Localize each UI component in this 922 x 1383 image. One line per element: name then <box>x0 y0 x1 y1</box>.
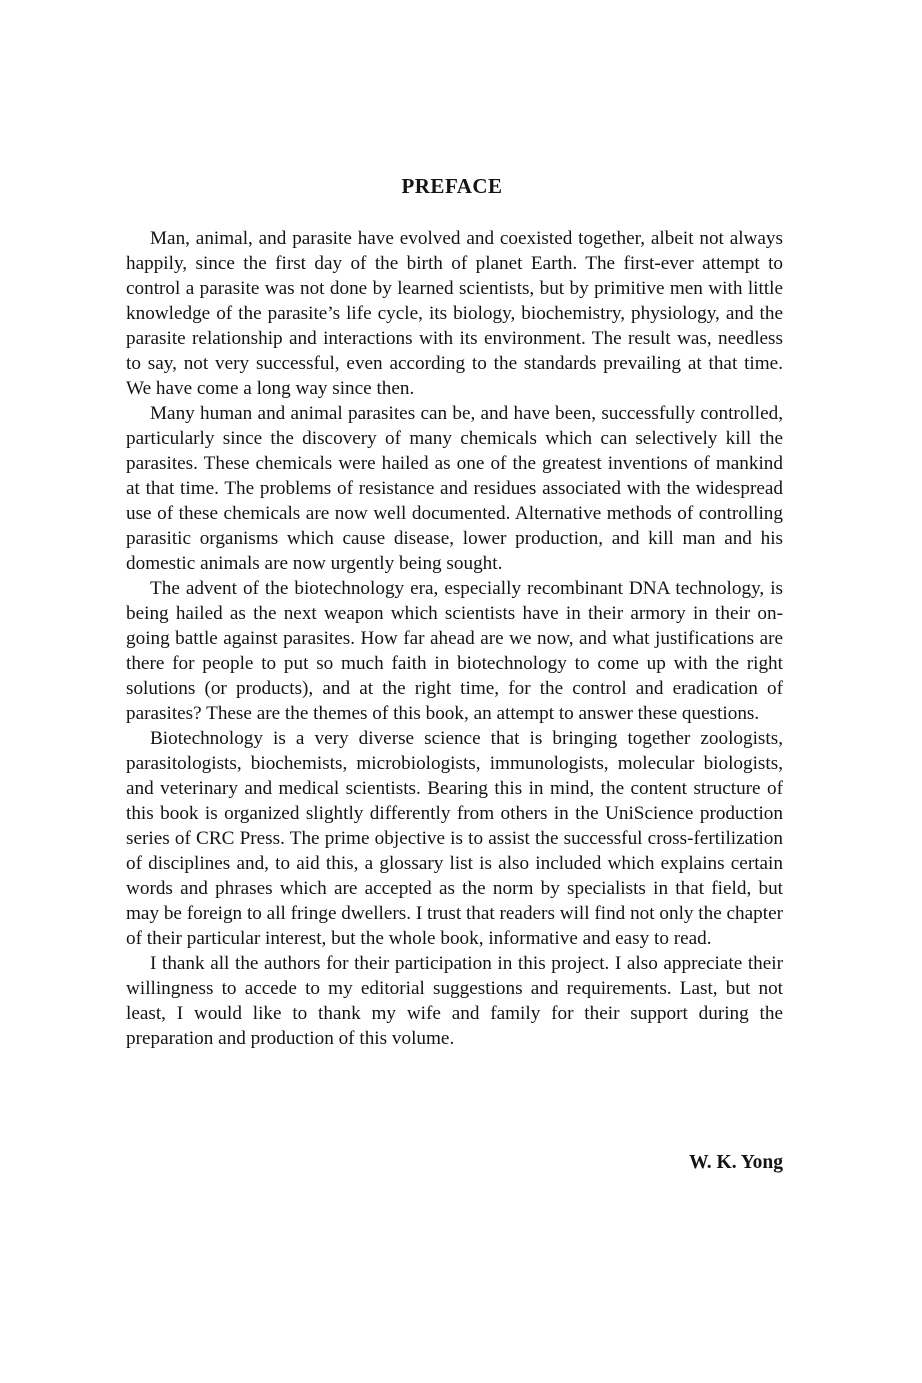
author-signature: W. K. Yong <box>689 1152 783 1173</box>
paragraph-3: The advent of the biotechnology era, especially recombinant DNA technology, is being hailed as the next weapon which scientists have in their armory in their on-going battle against parasites. How far ahead are we now, and what justifications are there for people to put so much faith in biotechnology to come up with the right solutions (or products), and at the right time, for the control and eradication of parasites? These are the themes of this book, an attempt to answer these questions. <box>126 578 783 724</box>
page-title: PREFACE <box>401 174 503 198</box>
paragraph-2: Many human and animal parasites can be, and have been, successfully controlled, particularly since the discovery of many chemicals which can selectively kill the parasites. These chemicals were hailed as one of the greatest inventions of mankind at that time. The problems of resistance and residues associated with the widespread use of these chemicals are now well documented. Alternative methods of controlling parasitic organisms which cause disease, lower production, and kill man and his domestic animals are now urgently being sought. <box>126 403 783 574</box>
paragraph-5: I thank all the authors for their participation in this project. I also appreciate their willingness to accede to my editorial suggestions and requirements. Last, but not least, I would like to thank my wife and family for their support during the preparation and production of this volume. <box>126 953 783 1049</box>
paragraph-4: Biotechnology is a very diverse science that is bringing together zoologists, parasitologists, biochemists, microbiologists, immunologists, molecular biologists, and veterinary and medical scientists. Bearing this in mind, the content structure of this book is organized slightly differently from others in the UniScience production series of CRC Press. The prime objective is to assist the successful cross-fertilization of disciplines and, to aid this, a glossary list is also included which explains certain words and phrases which are accepted as the norm by specialists in that field, but may be foreign to all fringe dwellers. I trust that readers will find not only the chapter of their particular interest, but the whole book, informative and easy to read. <box>126 728 783 949</box>
preface-body <box>126 226 783 1051</box>
paragraph-1: Man, animal, and parasite have evolved and coexisted together, albeit not always happily, since the first day of the birth of planet Earth. The first-ever attempt to control a parasite was not done by learned scientists, but by primitive men with little knowledge of the parasite’s life cycle, its biology, biochemistry, physiology, and the parasite relationship and interactions with its environment. The result was, needless to say, not very successful, even according to the standards prevailing at that time. We have come a long way since then. <box>126 228 783 399</box>
